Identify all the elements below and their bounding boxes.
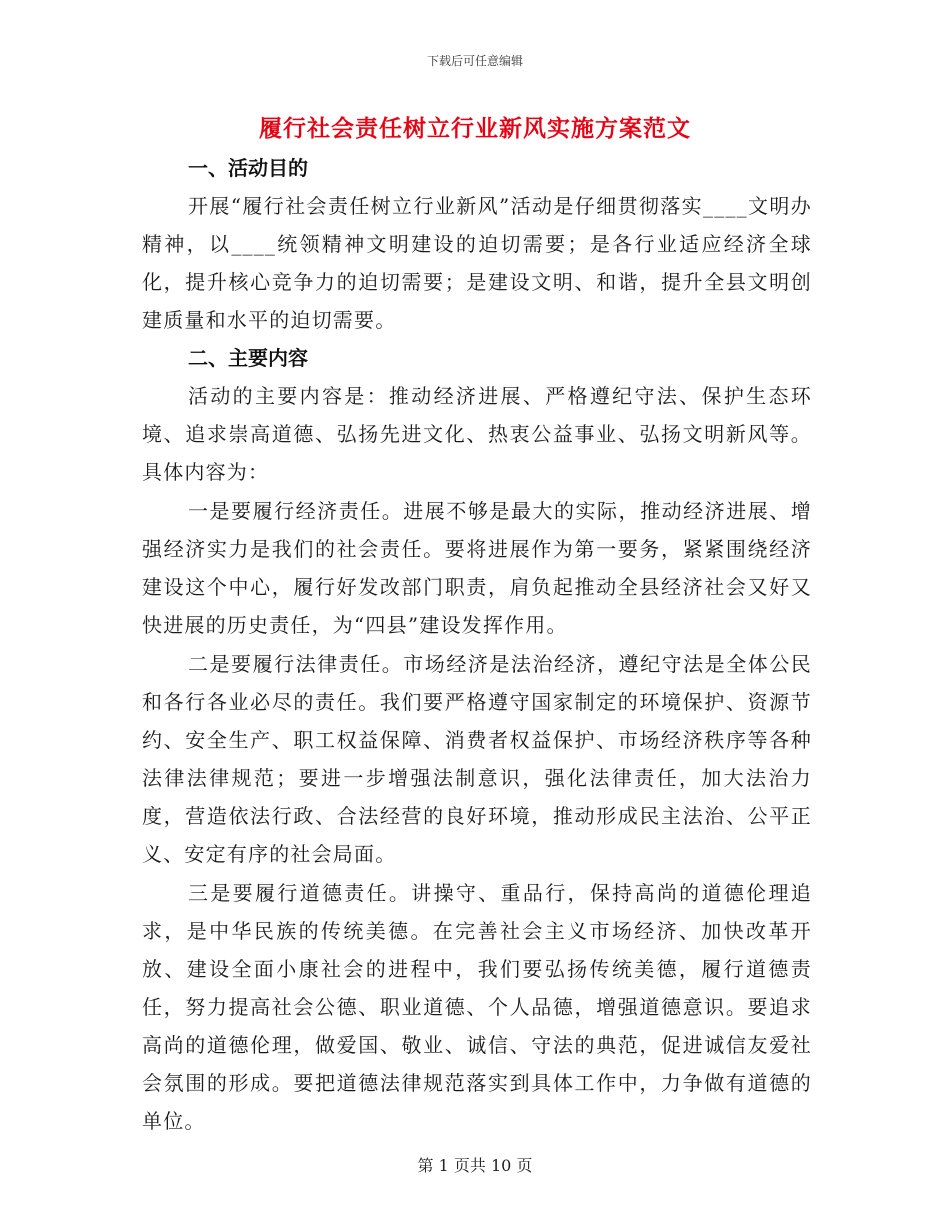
paragraph: 开展“履行社会责任树立行业新风”活动是仔细贯彻落实____文明办精神，以____统领精神文明建设的迫切需要；是各行业适应经济全球化，提升核心竞争力的迫切需要；是建设文明、和谐，提升全县文明创建质量和水平的迫切需要。	[142, 194, 812, 332]
paragraph: 二是要履行法律责任。市场经济是法治经济，遵纪守法是全体公民和各行各业必尽的责任。我们要严格遵守国家制定的环境保护、资源节约、安全生产、职工权益保障、消费者权益保护、市场经济秩序等各种法律法律规范；要进一步增强法制意识，强化法律责任，加大法治力度，营造依法行政、合法经营的良好环境，推动形成民主法治、公平正义、安定有序的社会局面。	[142, 652, 812, 866]
page-header-note: 下载后可任意编辑	[426, 54, 523, 68]
document-title: 履行社会责任树立行业新风实施方案范文	[259, 115, 691, 142]
paragraph: 活动的主要内容是：推动经济进展、严格遵纪守法、保护生态环境、追求崇高道德、弘扬先进文化、热衷公益事业、弘扬文明新风等。具体内容为：	[142, 384, 812, 484]
section-heading: 二、主要内容	[188, 346, 308, 370]
document-body	[142, 150, 812, 1141]
section-heading: 一、活动目的	[188, 156, 308, 180]
paragraph: 三是要履行道德责任。讲操守、重品行，保持高尚的道德伦理追求，是中华民族的传统美德。在完善社会主义市场经济、加快改革开放、建设全面小康社会的进程中，我们要弘扬传统美德，履行道德责任，努力提高社会公德、职业道德、个人品德，增强道德意识。要追求高尚的道德伦理，做爱国、敬业、诚信、守法的典范，促进诚信友爱社会氛围的形成。要把道德法律规范落实到具体工作中，力争做有道德的单位。	[142, 881, 812, 1133]
section-activity-purpose	[142, 150, 812, 339]
paragraph: 一是要履行经济责任。进展不够是最大的实际，推动经济进展、增强经济实力是我们的社会责任。要将进展作为第一要务，紧紧围绕经济建设这个中心，履行好发改部门职责，肩负起推动全县经济社会又好又快进展的历史责任，为“四县”建设发挥作用。	[142, 499, 812, 637]
section-main-content	[142, 340, 812, 1140]
page-number: 第 1 页共 10 页	[417, 1156, 533, 1175]
